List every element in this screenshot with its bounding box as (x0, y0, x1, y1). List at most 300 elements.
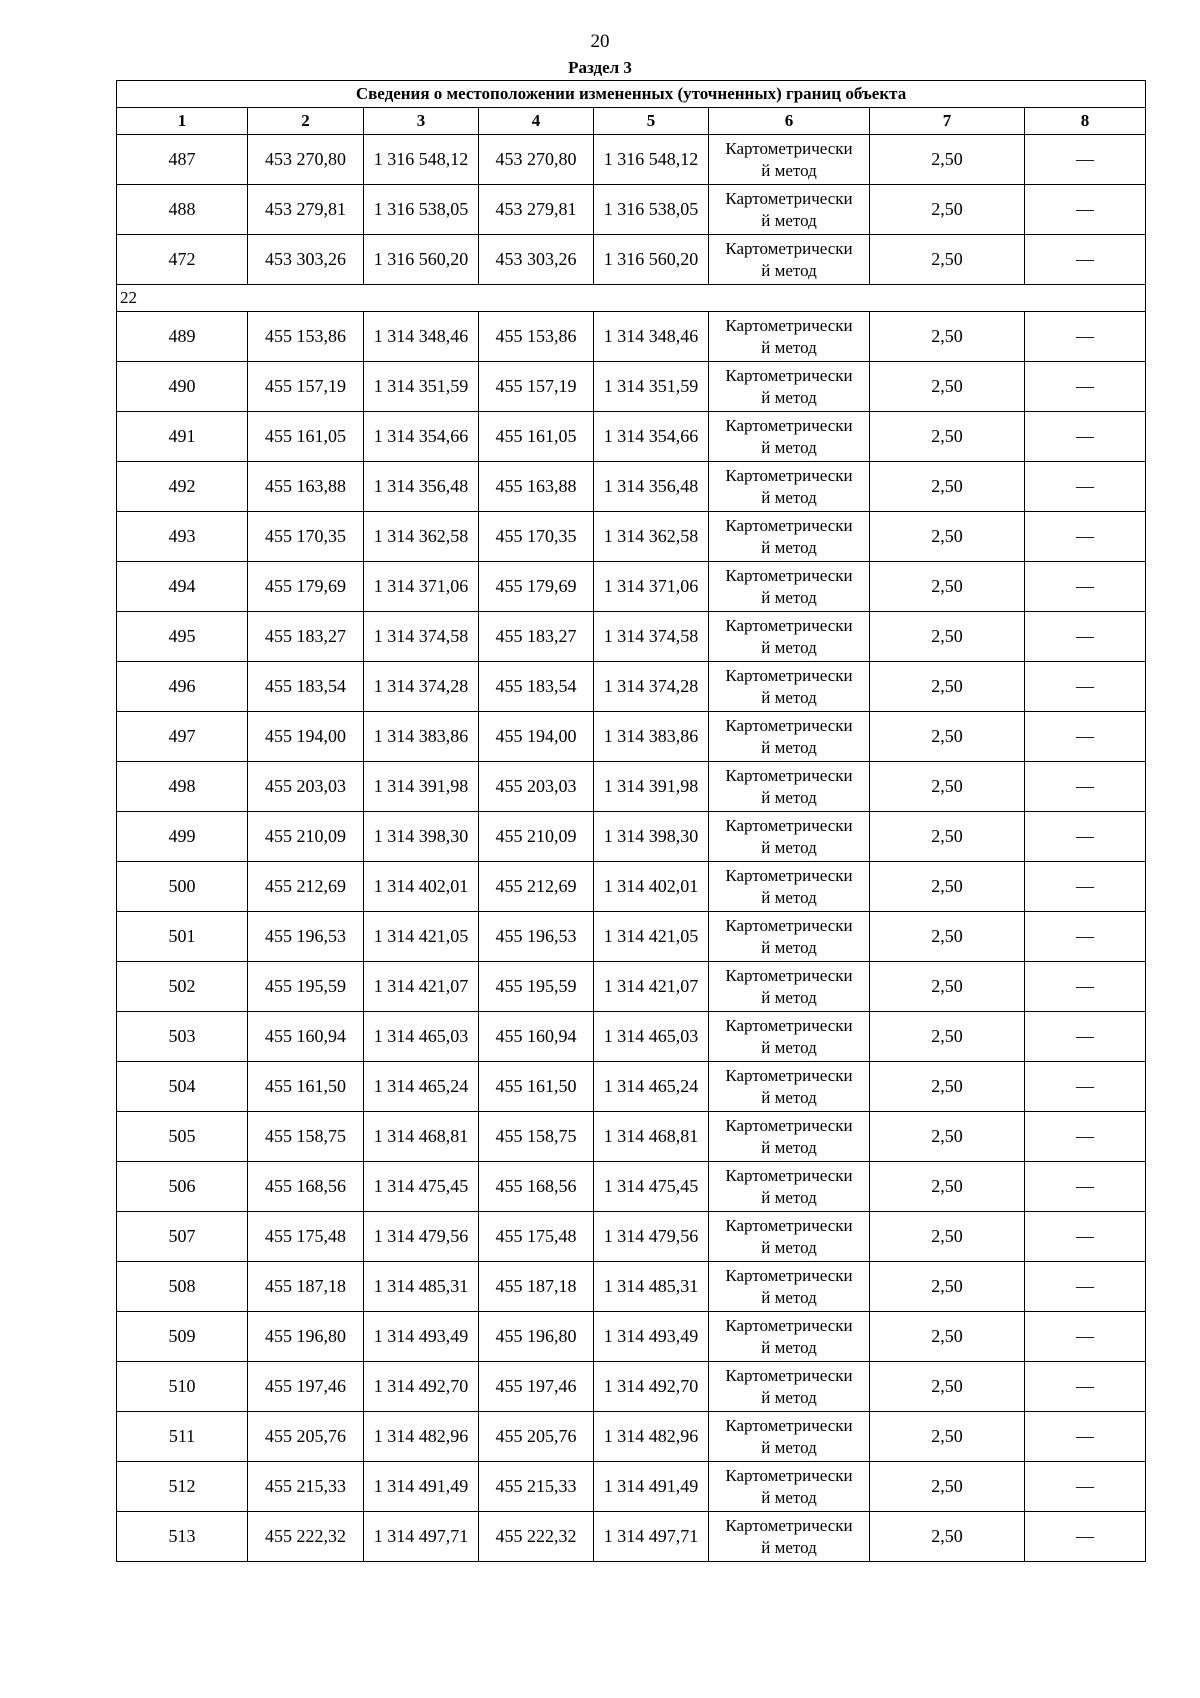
x-existing: 455 215,33 (248, 1462, 364, 1512)
column-number-4: 4 (479, 108, 594, 135)
x-existing: 455 160,94 (248, 1012, 364, 1062)
x-new: 455 215,33 (479, 1462, 594, 1512)
x-new: 453 279,81 (479, 185, 594, 235)
x-existing: 455 203,03 (248, 762, 364, 812)
table-row (117, 562, 1146, 612)
y-new: 1 316 548,12 (594, 135, 709, 185)
accuracy: 2,50 (870, 185, 1025, 235)
x-existing: 455 212,69 (248, 862, 364, 912)
group-label: 22 (117, 285, 1146, 312)
x-new: 455 161,50 (479, 1062, 594, 1112)
description: — (1025, 1312, 1146, 1362)
table-row (117, 1312, 1146, 1362)
accuracy: 2,50 (870, 662, 1025, 712)
method (709, 1312, 870, 1362)
y-existing: 1 316 548,12 (364, 135, 479, 185)
table-row (117, 812, 1146, 862)
accuracy: 2,50 (870, 1412, 1025, 1462)
x-existing: 455 153,86 (248, 312, 364, 362)
table-row (117, 185, 1146, 235)
accuracy: 2,50 (870, 235, 1025, 285)
method-line-2: й метод (761, 987, 817, 1007)
x-new: 455 153,86 (479, 312, 594, 362)
table-row (117, 1512, 1146, 1562)
column-number-row (117, 108, 1146, 135)
x-existing: 455 194,00 (248, 712, 364, 762)
method-line-1: Картометрически (725, 865, 853, 885)
page-number: 20 (590, 31, 610, 52)
x-existing: 455 161,50 (248, 1062, 364, 1112)
y-new: 1 314 354,66 (594, 412, 709, 462)
point-number: 502 (117, 962, 248, 1012)
y-new: 1 314 402,01 (594, 862, 709, 912)
column-number-7: 7 (870, 108, 1025, 135)
point-number: 511 (117, 1412, 248, 1462)
y-new: 1 314 475,45 (594, 1162, 709, 1212)
y-existing: 1 314 465,24 (364, 1062, 479, 1112)
table-caption: Сведения о местоположении измененных (уточненных) границ объекта (117, 81, 1146, 108)
method-line-2: й метод (761, 687, 817, 707)
method (709, 135, 870, 185)
point-number: 491 (117, 412, 248, 462)
method-line-2: й метод (761, 737, 817, 757)
description: — (1025, 662, 1146, 712)
x-new: 455 161,05 (479, 412, 594, 462)
table-row (117, 1062, 1146, 1112)
method (709, 762, 870, 812)
column-number-3: 3 (364, 108, 479, 135)
x-new: 455 195,59 (479, 962, 594, 1012)
x-new: 455 196,80 (479, 1312, 594, 1362)
point-number: 487 (117, 135, 248, 185)
point-number: 496 (117, 662, 248, 712)
column-number-2: 2 (248, 108, 364, 135)
method (709, 362, 870, 412)
method-line-1: Картометрически (725, 1015, 853, 1035)
accuracy: 2,50 (870, 1512, 1025, 1562)
point-number: 504 (117, 1062, 248, 1112)
accuracy: 2,50 (870, 312, 1025, 362)
description: — (1025, 1262, 1146, 1312)
y-existing: 1 314 391,98 (364, 762, 479, 812)
table-row (117, 462, 1146, 512)
x-new: 455 203,03 (479, 762, 594, 812)
method-line-1: Картометрически (725, 1115, 853, 1135)
accuracy: 2,50 (870, 1112, 1025, 1162)
table-row (117, 1462, 1146, 1512)
accuracy: 2,50 (870, 462, 1025, 512)
description: — (1025, 962, 1146, 1012)
x-existing: 455 161,05 (248, 412, 364, 462)
point-number: 503 (117, 1012, 248, 1062)
accuracy: 2,50 (870, 562, 1025, 612)
method-line-1: Картометрически (725, 965, 853, 985)
method-line-2: й метод (761, 210, 817, 230)
y-new: 1 314 356,48 (594, 462, 709, 512)
method (709, 862, 870, 912)
table-row (117, 862, 1146, 912)
x-existing: 455 179,69 (248, 562, 364, 612)
method-line-1: Картометрически (725, 1415, 853, 1435)
column-number-6: 6 (709, 108, 870, 135)
point-number: 509 (117, 1312, 248, 1362)
y-new: 1 314 348,46 (594, 312, 709, 362)
y-existing: 1 314 383,86 (364, 712, 479, 762)
column-number-8: 8 (1025, 108, 1146, 135)
y-existing: 1 314 351,59 (364, 362, 479, 412)
y-new: 1 314 398,30 (594, 812, 709, 862)
method-line-2: й метод (761, 1437, 817, 1457)
method-line-2: й метод (761, 487, 817, 507)
accuracy: 2,50 (870, 135, 1025, 185)
method-line-1: Картометрически (725, 415, 853, 435)
x-new: 455 160,94 (479, 1012, 594, 1062)
method (709, 1412, 870, 1462)
y-new: 1 314 374,58 (594, 612, 709, 662)
point-number: 512 (117, 1462, 248, 1512)
method-line-2: й метод (761, 587, 817, 607)
table-row (117, 1012, 1146, 1062)
method (709, 962, 870, 1012)
x-new: 455 168,56 (479, 1162, 594, 1212)
point-number: 501 (117, 912, 248, 962)
x-existing: 455 196,53 (248, 912, 364, 962)
accuracy: 2,50 (870, 812, 1025, 862)
y-existing: 1 314 374,28 (364, 662, 479, 712)
description: — (1025, 1512, 1146, 1562)
description: — (1025, 1012, 1146, 1062)
method (709, 1112, 870, 1162)
method-line-1: Картометрически (725, 1515, 853, 1535)
x-existing: 455 170,35 (248, 512, 364, 562)
description: — (1025, 1362, 1146, 1412)
point-number: 510 (117, 1362, 248, 1412)
x-new: 455 158,75 (479, 1112, 594, 1162)
accuracy: 2,50 (870, 1062, 1025, 1112)
point-number: 497 (117, 712, 248, 762)
x-existing: 453 303,26 (248, 235, 364, 285)
table-row (117, 1412, 1146, 1462)
x-new: 455 175,48 (479, 1212, 594, 1262)
x-new: 455 183,54 (479, 662, 594, 712)
method-line-1: Картометрически (725, 188, 853, 208)
accuracy: 2,50 (870, 612, 1025, 662)
method-line-2: й метод (761, 1187, 817, 1207)
point-number: 490 (117, 362, 248, 412)
description: — (1025, 912, 1146, 962)
accuracy: 2,50 (870, 1012, 1025, 1062)
x-new: 453 270,80 (479, 135, 594, 185)
table-row (117, 1112, 1146, 1162)
point-number: 495 (117, 612, 248, 662)
accuracy: 2,50 (870, 762, 1025, 812)
method-line-1: Картометрически (725, 515, 853, 535)
method-line-2: й метод (761, 337, 817, 357)
method-line-2: й метод (761, 1287, 817, 1307)
accuracy: 2,50 (870, 1212, 1025, 1262)
point-number: 498 (117, 762, 248, 812)
x-new: 455 194,00 (479, 712, 594, 762)
table-row (117, 1162, 1146, 1212)
method-line-1: Картометрически (725, 1215, 853, 1235)
method-line-2: й метод (761, 1387, 817, 1407)
y-existing: 1 316 560,20 (364, 235, 479, 285)
x-new: 453 303,26 (479, 235, 594, 285)
method-line-2: й метод (761, 1037, 817, 1057)
method-line-2: й метод (761, 437, 817, 457)
method (709, 812, 870, 862)
method (709, 1462, 870, 1512)
method (709, 235, 870, 285)
y-existing: 1 314 421,07 (364, 962, 479, 1012)
x-new: 455 196,53 (479, 912, 594, 962)
method (709, 1062, 870, 1112)
y-existing: 1 314 492,70 (364, 1362, 479, 1412)
table-row (117, 662, 1146, 712)
accuracy: 2,50 (870, 962, 1025, 1012)
x-existing: 455 168,56 (248, 1162, 364, 1212)
method-line-2: й метод (761, 1337, 817, 1357)
y-new: 1 314 468,81 (594, 1112, 709, 1162)
x-existing: 455 195,59 (248, 962, 364, 1012)
method-line-1: Картометрически (725, 715, 853, 735)
method-line-2: й метод (761, 887, 817, 907)
x-existing: 455 175,48 (248, 1212, 364, 1262)
method-line-1: Картометрически (725, 365, 853, 385)
description: — (1025, 612, 1146, 662)
method-line-2: й метод (761, 1137, 817, 1157)
method-line-1: Картометрически (725, 915, 853, 935)
accuracy: 2,50 (870, 1162, 1025, 1212)
point-number: 508 (117, 1262, 248, 1312)
method-line-2: й метод (761, 1487, 817, 1507)
method-line-1: Картометрически (725, 465, 853, 485)
method-line-1: Картометрически (725, 238, 853, 258)
description: — (1025, 1162, 1146, 1212)
point-number: 489 (117, 312, 248, 362)
y-existing: 1 314 497,71 (364, 1512, 479, 1562)
y-new: 1 314 391,98 (594, 762, 709, 812)
method (709, 512, 870, 562)
method-line-1: Картометрически (725, 765, 853, 785)
description: — (1025, 762, 1146, 812)
x-existing: 455 183,27 (248, 612, 364, 662)
method-line-1: Картометрически (725, 615, 853, 635)
x-existing: 455 187,18 (248, 1262, 364, 1312)
point-number: 488 (117, 185, 248, 235)
method-line-1: Картометрически (725, 565, 853, 585)
y-new: 1 316 560,20 (594, 235, 709, 285)
method (709, 1012, 870, 1062)
x-new: 455 170,35 (479, 512, 594, 562)
x-new: 455 210,09 (479, 812, 594, 862)
column-number-5: 5 (594, 108, 709, 135)
y-new: 1 314 491,49 (594, 1462, 709, 1512)
y-new: 1 314 465,24 (594, 1062, 709, 1112)
description: — (1025, 862, 1146, 912)
method-line-2: й метод (761, 160, 817, 180)
description: — (1025, 712, 1146, 762)
description: — (1025, 512, 1146, 562)
description: — (1025, 812, 1146, 862)
y-existing: 1 314 475,45 (364, 1162, 479, 1212)
y-existing: 1 316 538,05 (364, 185, 479, 235)
accuracy: 2,50 (870, 1362, 1025, 1412)
y-new: 1 314 374,28 (594, 662, 709, 712)
y-new: 1 316 538,05 (594, 185, 709, 235)
method-line-1: Картометрически (725, 138, 853, 158)
table-row (117, 1362, 1146, 1412)
y-new: 1 314 492,70 (594, 1362, 709, 1412)
y-new: 1 314 351,59 (594, 362, 709, 412)
method-line-2: й метод (761, 1237, 817, 1257)
x-existing: 453 270,80 (248, 135, 364, 185)
description: — (1025, 312, 1146, 362)
description: — (1025, 562, 1146, 612)
y-new: 1 314 479,56 (594, 1212, 709, 1262)
x-new: 455 157,19 (479, 362, 594, 412)
table-row (117, 712, 1146, 762)
column-number-1: 1 (117, 108, 248, 135)
method-line-1: Картометрически (725, 1165, 853, 1185)
method-line-2: й метод (761, 637, 817, 657)
description: — (1025, 1412, 1146, 1462)
method-line-1: Картометрически (725, 1315, 853, 1335)
point-number: 513 (117, 1512, 248, 1562)
y-existing: 1 314 491,49 (364, 1462, 479, 1512)
group-label-row (117, 285, 1146, 312)
x-new: 455 205,76 (479, 1412, 594, 1462)
method-line-2: й метод (761, 387, 817, 407)
description: — (1025, 235, 1146, 285)
x-existing: 455 196,80 (248, 1312, 364, 1362)
point-number: 500 (117, 862, 248, 912)
table-row (117, 912, 1146, 962)
method (709, 662, 870, 712)
y-existing: 1 314 356,48 (364, 462, 479, 512)
table-row (117, 362, 1146, 412)
method-line-1: Картометрически (725, 1365, 853, 1385)
y-existing: 1 314 402,01 (364, 862, 479, 912)
x-existing: 455 158,75 (248, 1112, 364, 1162)
accuracy: 2,50 (870, 912, 1025, 962)
description: — (1025, 1112, 1146, 1162)
x-new: 455 183,27 (479, 612, 594, 662)
method-line-2: й метод (761, 787, 817, 807)
y-existing: 1 314 482,96 (364, 1412, 479, 1462)
x-existing: 455 205,76 (248, 1412, 364, 1462)
x-existing: 455 210,09 (248, 812, 364, 862)
accuracy: 2,50 (870, 1462, 1025, 1512)
accuracy: 2,50 (870, 712, 1025, 762)
coordinates-table (116, 80, 1146, 1562)
table-row (117, 412, 1146, 462)
y-new: 1 314 421,05 (594, 912, 709, 962)
y-existing: 1 314 374,58 (364, 612, 479, 662)
method-line-1: Картометрически (725, 1465, 853, 1485)
point-number: 499 (117, 812, 248, 862)
table-row (117, 1212, 1146, 1262)
description: — (1025, 1212, 1146, 1262)
x-existing: 455 197,46 (248, 1362, 364, 1412)
accuracy: 2,50 (870, 1312, 1025, 1362)
accuracy: 2,50 (870, 412, 1025, 462)
description: — (1025, 1462, 1146, 1512)
y-existing: 1 314 465,03 (364, 1012, 479, 1062)
x-existing: 455 222,32 (248, 1512, 364, 1562)
point-number: 507 (117, 1212, 248, 1262)
point-number: 494 (117, 562, 248, 612)
description: — (1025, 462, 1146, 512)
method (709, 1512, 870, 1562)
y-existing: 1 314 398,30 (364, 812, 479, 862)
method-line-2: й метод (761, 837, 817, 857)
y-new: 1 314 371,06 (594, 562, 709, 612)
method-line-1: Картометрически (725, 1265, 853, 1285)
y-new: 1 314 482,96 (594, 1412, 709, 1462)
table-row (117, 512, 1146, 562)
x-new: 455 179,69 (479, 562, 594, 612)
y-existing: 1 314 348,46 (364, 312, 479, 362)
y-new: 1 314 383,86 (594, 712, 709, 762)
section-title: Раздел 3 (568, 58, 632, 77)
table-row (117, 612, 1146, 662)
y-existing: 1 314 421,05 (364, 912, 479, 962)
method (709, 1362, 870, 1412)
point-number: 472 (117, 235, 248, 285)
x-existing: 455 163,88 (248, 462, 364, 512)
method-line-2: й метод (761, 937, 817, 957)
method (709, 612, 870, 662)
method-line-1: Картометрически (725, 665, 853, 685)
accuracy: 2,50 (870, 362, 1025, 412)
table-row (117, 235, 1146, 285)
table-row (117, 312, 1146, 362)
x-existing: 455 157,19 (248, 362, 364, 412)
method-line-2: й метод (761, 537, 817, 557)
table-row (117, 762, 1146, 812)
method-line-2: й метод (761, 260, 817, 280)
y-new: 1 314 362,58 (594, 512, 709, 562)
method (709, 1262, 870, 1312)
y-existing: 1 314 354,66 (364, 412, 479, 462)
x-existing: 455 183,54 (248, 662, 364, 712)
y-existing: 1 314 479,56 (364, 1212, 479, 1262)
accuracy: 2,50 (870, 862, 1025, 912)
y-existing: 1 314 493,49 (364, 1312, 479, 1362)
y-new: 1 314 465,03 (594, 1012, 709, 1062)
method-line-1: Картометрически (725, 815, 853, 835)
x-new: 455 163,88 (479, 462, 594, 512)
y-existing: 1 314 485,31 (364, 1262, 479, 1312)
table-row (117, 135, 1146, 185)
description: — (1025, 412, 1146, 462)
method (709, 185, 870, 235)
point-number: 505 (117, 1112, 248, 1162)
point-number: 492 (117, 462, 248, 512)
x-new: 455 212,69 (479, 862, 594, 912)
y-existing: 1 314 371,06 (364, 562, 479, 612)
method-line-1: Картометрически (725, 1065, 853, 1085)
table-body (117, 135, 1146, 1562)
point-number: 506 (117, 1162, 248, 1212)
method (709, 562, 870, 612)
description: — (1025, 362, 1146, 412)
method (709, 412, 870, 462)
y-new: 1 314 421,07 (594, 962, 709, 1012)
y-new: 1 314 485,31 (594, 1262, 709, 1312)
method (709, 1162, 870, 1212)
